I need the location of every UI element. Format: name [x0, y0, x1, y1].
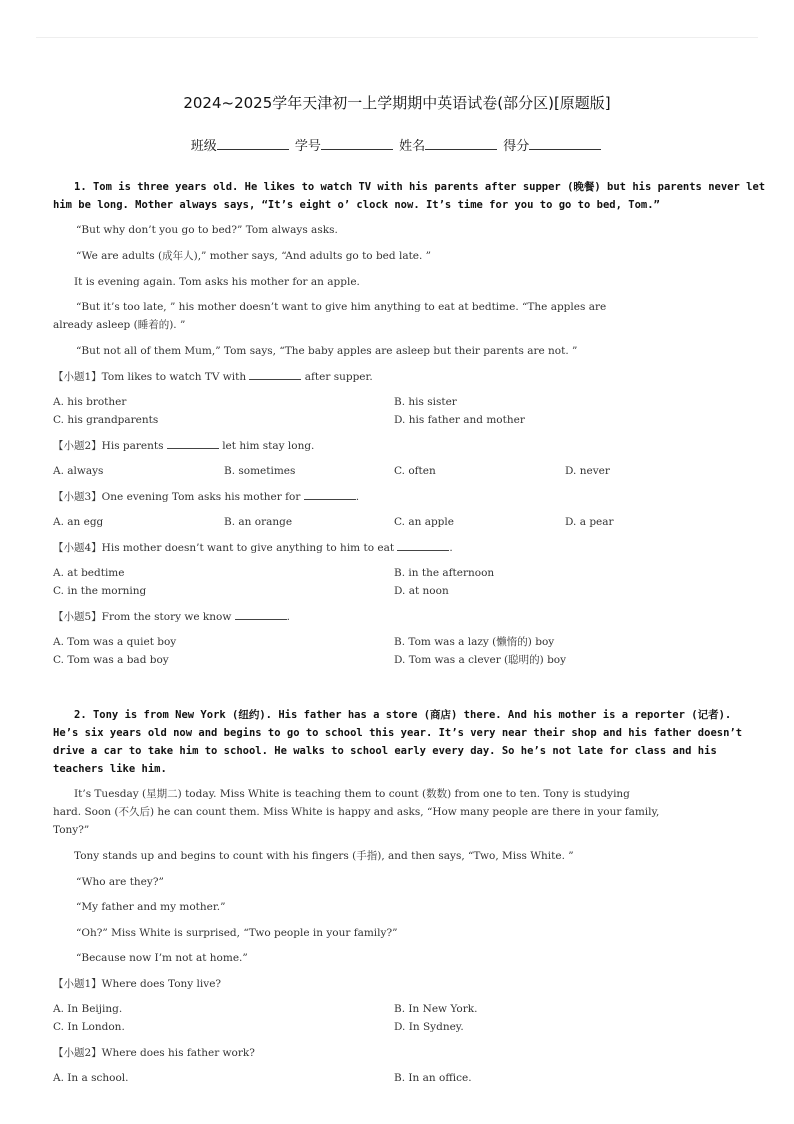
header-divider [36, 37, 758, 38]
passage2-para5: “My father and my mother.” [76, 901, 226, 913]
question-stem: 【小题1】Tom likes to watch TV with [53, 371, 247, 383]
class-field[interactable] [217, 137, 289, 150]
question-stem: 【小题2】His parents [53, 440, 164, 452]
option-a[interactable]: A. In a school. [53, 1072, 129, 1084]
option-d[interactable]: D. Tom was a clever (聪明的) boy [394, 654, 567, 666]
passage2-line3: drive a car to take him to school. He walks to school early every day. So he’s not late for class and his [53, 745, 717, 757]
id-label: 学号 [294, 139, 321, 154]
question-stem: 【小题4】His mother doesn’t want to give anything to him to eat [53, 542, 395, 554]
question-stem-end: after supper. [304, 371, 373, 383]
option-d[interactable]: D. at noon [394, 585, 449, 597]
passage2-para2-line1: It’s Tuesday (星期二) today. Miss White is teaching them to count (数数) from one to ten. Tony is studying [74, 788, 630, 800]
option-b[interactable]: B. Tom was a lazy (懒惰的) boy [394, 636, 555, 648]
question-2-1: 【小题1】Where does Tony live? [53, 978, 222, 990]
answer-blank[interactable] [249, 369, 301, 380]
question-stem-end: . [355, 491, 360, 503]
answer-blank[interactable] [304, 489, 356, 500]
passage2-line2: He’s six years old now and begins to go to school this year. It’s very near their shop and his father doesn’t [53, 727, 743, 739]
option-a[interactable]: A. always [53, 465, 104, 477]
passage2-para2-line3: Tony?” [53, 824, 90, 836]
option-a[interactable]: A. Tom was a quiet boy [53, 636, 177, 648]
passage2-para7: “Because now I’m not at home.” [76, 952, 248, 964]
question-2-2: 【小题2】Where does his father work? [53, 1047, 255, 1059]
passage2-para6: “Oh?” Miss White is surprised, “Two people in your family?” [76, 927, 398, 939]
option-c[interactable]: C. Tom was a bad boy [53, 654, 169, 666]
passage1-para5-line2: already asleep (睡着的). ” [53, 319, 186, 331]
passage1-para2: “But why don’t you go to bed?” Tom always asks. [76, 224, 338, 236]
passage2-para4: “Who are they?” [76, 876, 164, 888]
question-stem-end: . [286, 611, 291, 623]
option-a[interactable]: A. In Beijing. [53, 1003, 123, 1015]
class-label: 班级 [190, 139, 217, 154]
option-d[interactable]: D. In Sydney. [394, 1021, 464, 1033]
id-field[interactable] [321, 137, 393, 150]
question-stem: 【小题3】One evening Tom asks his mother for [53, 491, 301, 503]
option-d[interactable]: D. his father and mother [394, 414, 525, 426]
option-d[interactable]: D. never [565, 465, 610, 477]
option-b[interactable]: B. sometimes [224, 465, 296, 477]
passage1-line2: him be long. Mother always says, “It’s eight o’ clock now. It’s time for you to go to bed, Tom.” [53, 199, 660, 211]
name-field[interactable] [425, 137, 497, 150]
passage2-para3: Tony stands up and begins to count with his fingers (手指), and then says, “Two, Miss White. ” [74, 850, 574, 862]
option-d[interactable]: D. a pear [565, 516, 614, 528]
question-1-5 [53, 608, 290, 626]
option-b[interactable]: B. In New York. [394, 1003, 478, 1015]
option-c[interactable]: C. an apple [394, 516, 454, 528]
passage2-line1: 2. Tony is from New York (纽约). His father has a store (商店) there. And his mother is a reporter (记者). [74, 709, 732, 721]
option-c[interactable]: C. In London. [53, 1021, 125, 1033]
passage2-line4: teachers like him. [53, 763, 167, 775]
passage1-para5-line1: “But it’s too late, ” his mother doesn’t want to give him anything to eat at bedtime. “The apples are [76, 301, 607, 313]
score-label: 得分 [503, 139, 530, 154]
question-1-1 [53, 368, 373, 386]
name-label: 姓名 [399, 139, 426, 154]
option-c[interactable]: C. his grandparents [53, 414, 159, 426]
passage1-para4: It is evening again. Tom asks his mother for an apple. [74, 276, 360, 288]
question-stem-end: . [449, 542, 453, 554]
passage1-para3: “We are adults (成年人),” mother says, “And adults go to bed late. ” [76, 250, 432, 262]
student-info-line [0, 135, 794, 154]
passage1-para6: “But not all of them Mum,” Tom says, “The baby apples are asleep but their parents are not. ” [76, 345, 578, 357]
question-1-3 [53, 488, 359, 506]
score-field[interactable] [529, 137, 601, 150]
question-stem: 【小题5】From the story we know [53, 611, 232, 623]
option-a[interactable]: A. an egg [53, 516, 104, 528]
passage1-line1: 1. Tom is three years old. He likes to watch TV with his parents after supper (晚餐) but his parents never let [74, 181, 766, 193]
answer-blank[interactable] [167, 438, 219, 449]
answer-blank[interactable] [235, 609, 287, 620]
option-b[interactable]: B. in the afternoon [394, 567, 495, 579]
option-b[interactable]: B. In an office. [394, 1072, 472, 1084]
option-a[interactable]: A. at bedtime [53, 567, 125, 579]
question-1-4 [53, 539, 453, 557]
option-a[interactable]: A. his brother [53, 396, 127, 408]
answer-blank[interactable] [397, 540, 449, 551]
question-stem-end: let him stay long. [222, 440, 315, 452]
page-title: 2024~2025学年天津初一上学期期中英语试卷(部分区)[原题版] [183, 94, 611, 112]
question-1-2 [53, 437, 314, 455]
option-c[interactable]: C. often [394, 465, 436, 477]
option-c[interactable]: C. in the morning [53, 585, 147, 597]
option-b[interactable]: B. his sister [394, 396, 457, 408]
passage2-para2-line2: hard. Soon (不久后) he can count them. Miss White is happy and asks, “How many people are there in your family, [53, 806, 660, 818]
option-b[interactable]: B. an orange [224, 516, 293, 528]
